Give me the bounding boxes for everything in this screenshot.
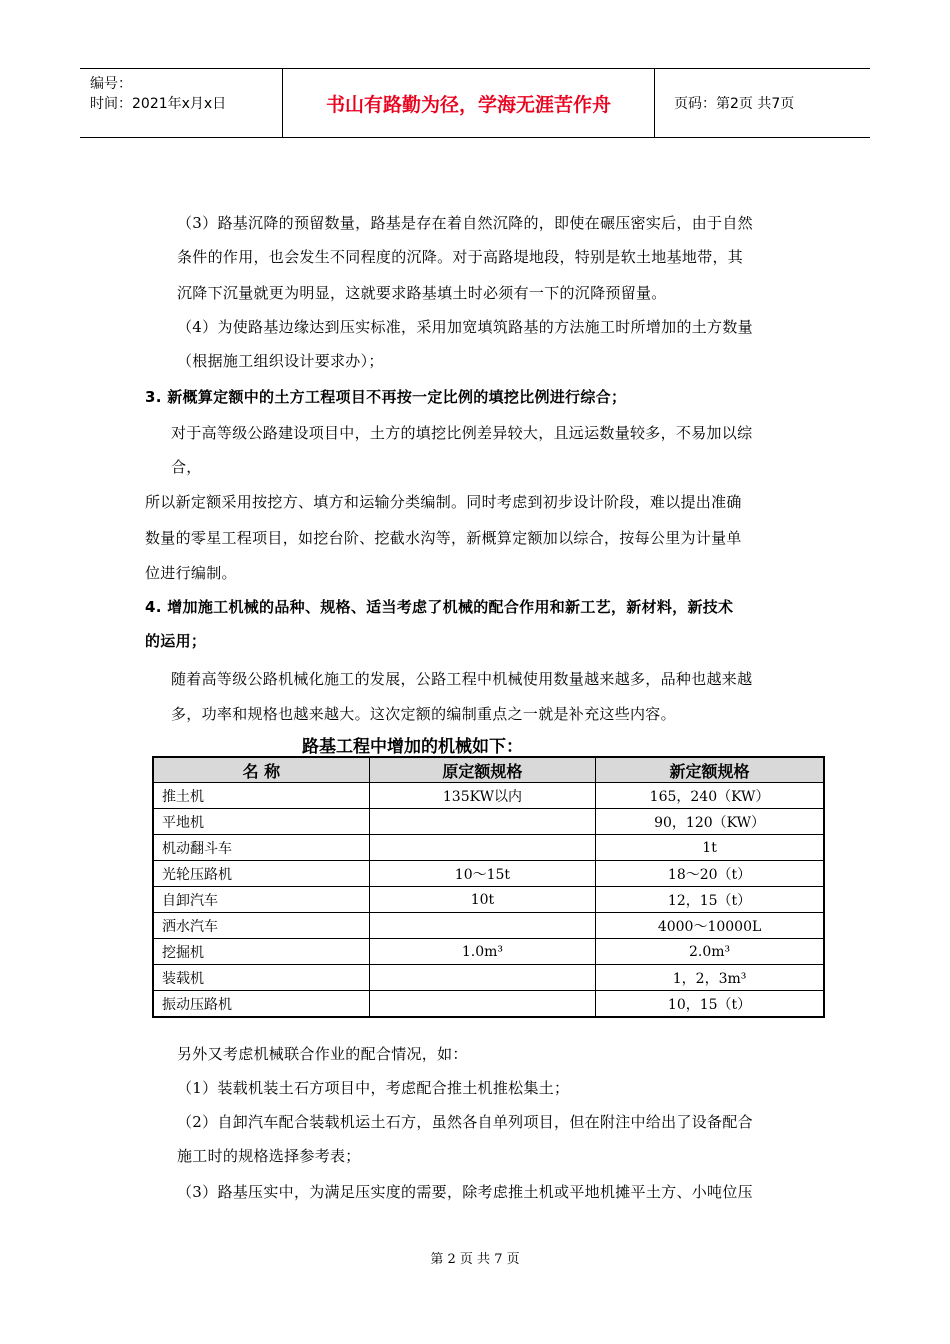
paragraph-3-line-3: 沉降下沉量就更为明显，这就要求路基填土时必须有一下的沉降预留量。: [177, 284, 667, 302]
cell-old-spec: [369, 809, 595, 835]
table-row: [153, 835, 824, 861]
cell-old-spec: 10t: [369, 887, 595, 913]
cell-name: 挖掘机: [153, 939, 369, 965]
table-row: [153, 783, 824, 809]
after-line-5: （3）路基压实中，为满足压实度的需要，除考虑推土机或平地机摊平土方、小吨位压: [177, 1183, 753, 1201]
cell-name: 振动压路机: [153, 991, 369, 1018]
table-title: 路基工程中增加的机械如下：: [302, 737, 523, 757]
header-info: [80, 69, 282, 137]
paragraph-4-line-1: （4）为使路基边缘达到压实标准，采用加宽填筑路基的方法施工时所增加的土方数量: [177, 318, 753, 336]
section-3-line-2: 合，: [171, 458, 202, 476]
after-line-4: 施工时的规格选择参考表；: [177, 1147, 361, 1165]
cell-old-spec: 1.0m³: [369, 939, 595, 965]
cell-new-spec: 1，2，3m³: [596, 965, 824, 991]
cell-name: 洒水汽车: [153, 913, 369, 939]
after-line-2: （1）装载机装土石方项目中，考虑配合推土机推松集土；: [177, 1079, 570, 1097]
col-header-name: 名 称: [153, 757, 369, 783]
table-row: [153, 809, 824, 835]
header-motto: 书山有路勤为径，学海无涯苦作舟: [282, 69, 655, 137]
paragraph-3-line-1: （3）路基沉降的预留数量，路基是存在着自然沉降的，即使在碾压密实后，由于自然: [177, 214, 753, 232]
table-row: [153, 991, 824, 1018]
after-line-1: 另外又考虑机械联合作业的配合情况，如：: [177, 1045, 468, 1063]
table-row: [153, 887, 824, 913]
paragraph-4-line-2: （根据施工组织设计要求办）；: [177, 352, 384, 370]
machinery-table: [152, 756, 825, 1018]
cell-name: 光轮压路机: [153, 861, 369, 887]
table-row: [153, 861, 824, 887]
header-page-number: [664, 69, 870, 137]
table-row: [153, 913, 824, 939]
cell-old-spec: [369, 835, 595, 861]
section-3-line-1: 对于高等级公路建设项目中，土方的填挖比例差异较大，且远运数量较多，不易加以综: [171, 424, 753, 442]
paragraph-3-line-2: 条件的作用，也会发生不同程度的沉降。对于高路堤地段，特别是软土地基地带，其: [177, 248, 744, 266]
table-row: [153, 965, 824, 991]
cell-old-spec: [369, 913, 595, 939]
cell-old-spec: 10～15t: [369, 861, 595, 887]
cell-name: 推土机: [153, 783, 369, 809]
table-header-row: [153, 757, 824, 783]
section-4-line-2: 多，功率和规格也越来越大。这次定额的编制重点之一就是补充这些内容。: [171, 705, 676, 723]
cell-new-spec: 18～20（t）: [596, 861, 824, 887]
cell-new-spec: 2.0m³: [596, 939, 824, 965]
doc-number-label: 编号：: [90, 76, 132, 92]
cell-old-spec: [369, 991, 595, 1018]
section-3-line-4: 数量的零星工程项目，如挖台阶、挖截水沟等，新概算定额加以综合，按每公里为计量单: [145, 529, 742, 547]
doc-time-label: 时间：2021年x月x日: [90, 96, 227, 112]
col-header-new-spec: 新定额规格: [596, 757, 824, 783]
cell-new-spec: 10，15（t）: [596, 991, 824, 1018]
cell-name: 自卸汽车: [153, 887, 369, 913]
cell-new-spec: 165，240（KW）: [596, 783, 824, 809]
section-3-line-3: 所以新定额采用按挖方、填方和运输分类编制。同时考虑到初步设计阶段，难以提出准确: [145, 493, 742, 511]
table-row: [153, 939, 824, 965]
section-3-line-5: 位进行编制。: [145, 564, 237, 582]
section-4-line-1: 随着高等级公路机械化施工的发展，公路工程中机械使用数量越来越多，品种也越来越: [171, 670, 753, 688]
cell-new-spec: 12，15（t）: [596, 887, 824, 913]
col-header-old-spec: 原定额规格: [369, 757, 595, 783]
header-page-label: 页码：第2页 共7页: [674, 96, 795, 112]
cell-new-spec: 90，120（KW）: [596, 809, 824, 835]
page-header: [80, 68, 870, 138]
page-footer: 第 2 页 共 7 页: [430, 1252, 520, 1267]
cell-old-spec: 135KW以内: [369, 783, 595, 809]
section-3-heading: 3. 新概算定额中的土方工程项目不再按一定比例的填挖比例进行综合；: [145, 388, 627, 406]
after-line-3: （2）自卸汽车配合装载机运土石方，虽然各自单列项目，但在附注中给出了设备配合: [177, 1113, 753, 1131]
cell-old-spec: [369, 965, 595, 991]
cell-name: 平地机: [153, 809, 369, 835]
cell-new-spec: 1t: [596, 835, 824, 861]
cell-new-spec: 4000～10000L: [596, 913, 824, 939]
section-4-heading-line-2: 的运用；: [145, 632, 207, 650]
cell-name: 装载机: [153, 965, 369, 991]
cell-name: 机动翻斗车: [153, 835, 369, 861]
section-4-heading-line-1: 4. 增加施工机械的品种、规格、适当考虑了机械的配合作用和新工艺，新材料，新技术: [145, 598, 734, 616]
